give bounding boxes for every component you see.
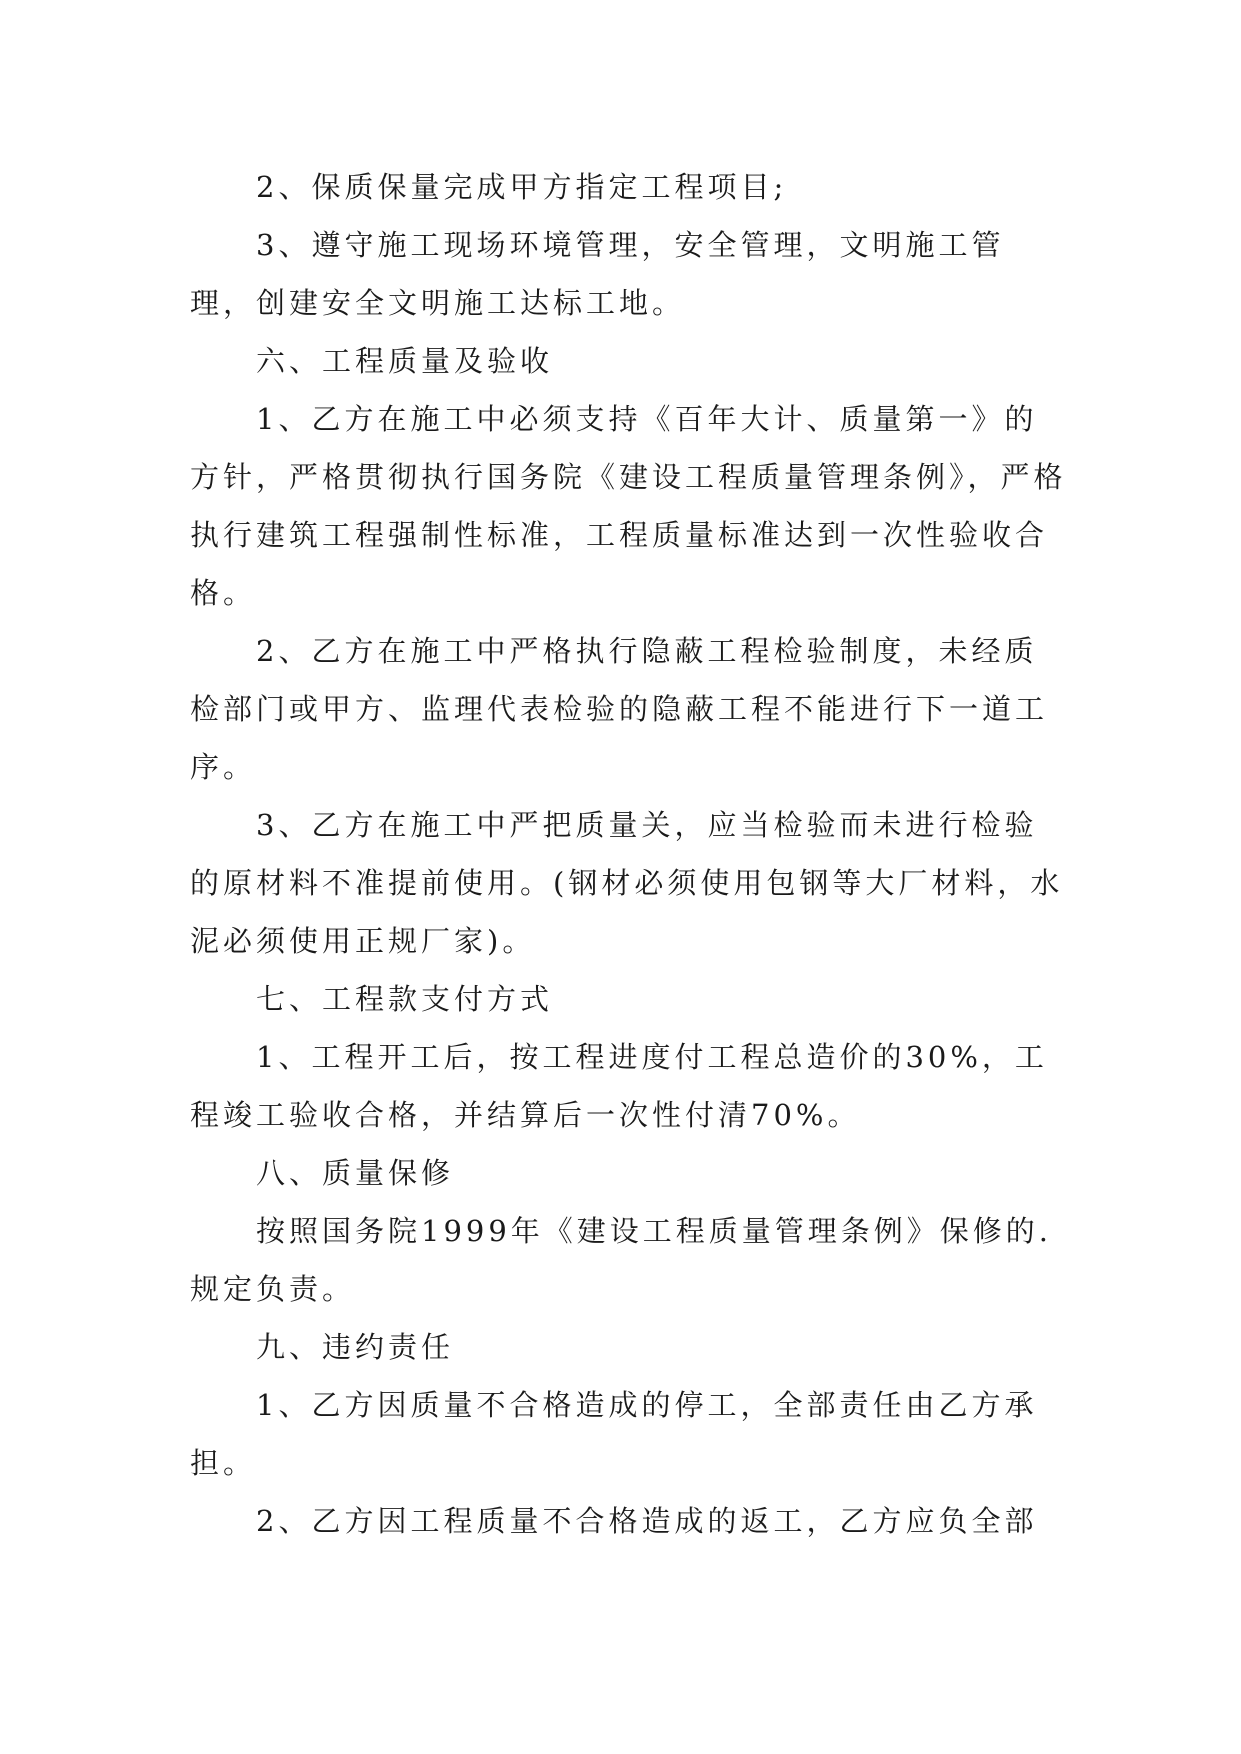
paragraph: 1、工程开工后，按工程进度付工程总造价的30%，工程竣工验收合格，并结算后一次性付清70%。 — [190, 1040, 1048, 1132]
document-body — [190, 158, 1070, 1550]
paragraph: 2、保质保量完成甲方指定工程项目; — [256, 170, 788, 204]
paragraph: 3、遵守施工现场环境管理，安全管理，文明施工管理，创建安全文明施工达标工地。 — [190, 228, 1005, 320]
section-heading: 六、工程质量及验收 — [256, 344, 554, 378]
paragraph: 按照国务院1999年《建设工程质量管理条例》保修的.规定负责。 — [190, 1214, 1053, 1306]
paragraph: 2、乙方因工程质量不合格造成的返工，乙方应负全部 — [256, 1504, 1038, 1538]
paragraph: 1、乙方因质量不合格造成的停工，全部责任由乙方承担。 — [190, 1388, 1038, 1480]
paragraph: 1、乙方在施工中必须支持《百年大计、质量第一》的方针，严格贯彻执行国务院《建设工程质量管理条例》，严格执行建筑工程强制性标准，工程质量标准达到一次性验收合格。 — [190, 402, 1067, 610]
section-heading: 八、质量保修 — [256, 1156, 455, 1190]
section-heading: 七、工程款支付方式 — [256, 982, 554, 1016]
paragraph: 3、乙方在施工中严把质量关，应当检验而未进行检验的原材料不准提前使用。(钢材必须使用包钢等大厂材料，水泥必须使用正规厂家)。 — [190, 808, 1064, 958]
paragraph: 2、乙方在施工中严格执行隐蔽工程检验制度，未经质检部门或甲方、监理代表检验的隐蔽工程不能进行下一道工序。 — [190, 634, 1049, 784]
section-heading: 九、违约责任 — [256, 1330, 455, 1364]
